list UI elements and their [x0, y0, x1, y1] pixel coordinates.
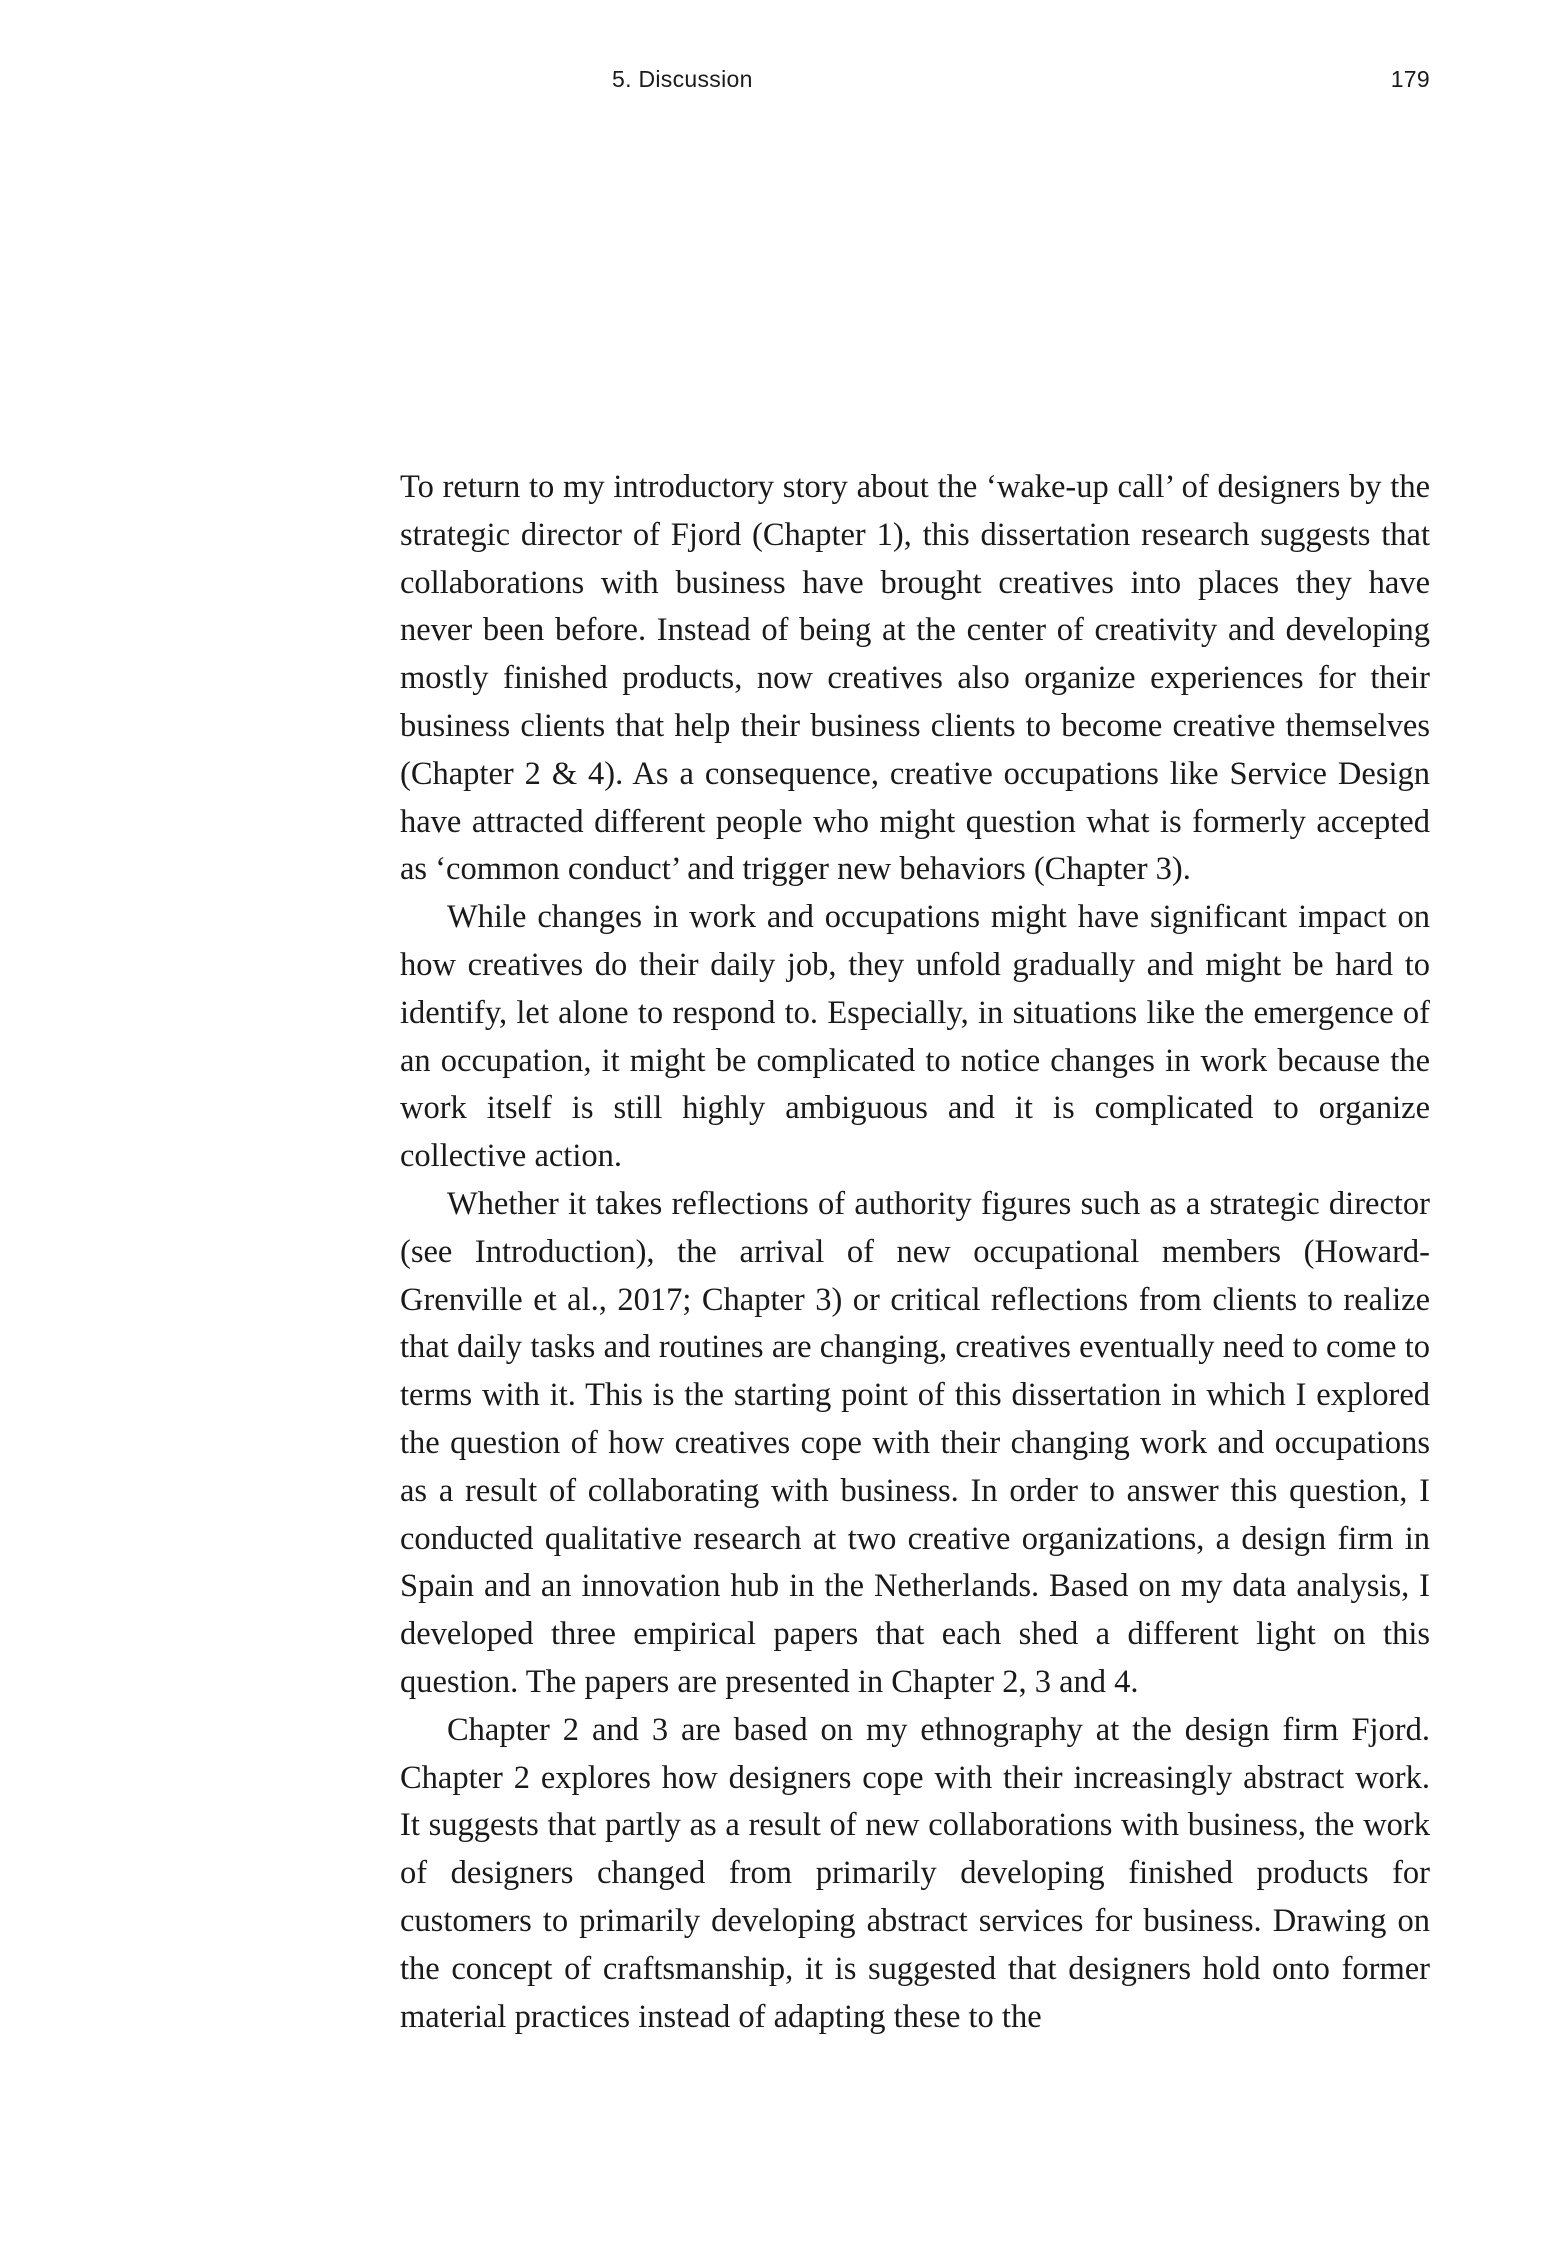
- paragraph: To return to my introductory story about the ‘wake-up call’ of designers by the strategic director of Fjord (Chapter 1), this dissertation research suggests that collaborations with business have brought creatives into places they have never been before. Instead of being at the center of creativity and developing mostly finished products, now creatives also organize experiences for their business clients that help their business clients to become creative themselves (Chapter 2 & 4). As a consequence, creative occupations like Service Design have attracted different people who might question what is formerly accepted as ‘common conduct’ and trigger new behaviors (Chapter 3).: [400, 469, 1430, 888]
- paragraph: Whether it takes reflections of authority figures such as a strategic director (see Introduction), the arrival of new occupational members (Howard-Grenville et al., 2017; Chapter 3) or critical reflections from clients to realize that daily tasks and routines are changing, creatives eventually need to come to terms with it. This is the starting point of this dissertation in which I explored the question of how creatives cope with their changing work and occupations as a result of collaborating with business. In order to answer this question, I conducted qualitative research at two creative organizations, a design firm in Spain and an innovation hub in the Netherlands. Based on my data analysis, I developed three empirical papers that each shed a different light on this question. The papers are presented in Chapter 2, 3 and 4.: [400, 1185, 1430, 1700]
- paragraph: While changes in work and occupations might have significant impact on how creatives do their daily job, they unfold gradually and might be hard to identify, let alone to respond to. Especially, in situations like the emergence of an occupation, it might be complicated to notice changes in work because the work itself is still highly ambiguous and it is complicated to organize collective action.: [400, 899, 1430, 1175]
- page-number: 179: [1390, 66, 1430, 92]
- paragraph: Chapter 2 and 3 are based on my ethnography at the design firm Fjord. Chapter 2 explores how designers cope with their increasingly abstract work. It suggests that partly as a result of new collaborations with business, the work of designers changed from primarily developing finished products for customers to primarily developing abstract services for business. Drawing on the concept of craftsmanship, it is suggested that designers hold onto former material practices instead of adapting these to the: [400, 1711, 1430, 2035]
- section-title: 5. Discussion: [612, 66, 753, 92]
- body-text: [400, 464, 1430, 2041]
- running-head: [400, 66, 1430, 102]
